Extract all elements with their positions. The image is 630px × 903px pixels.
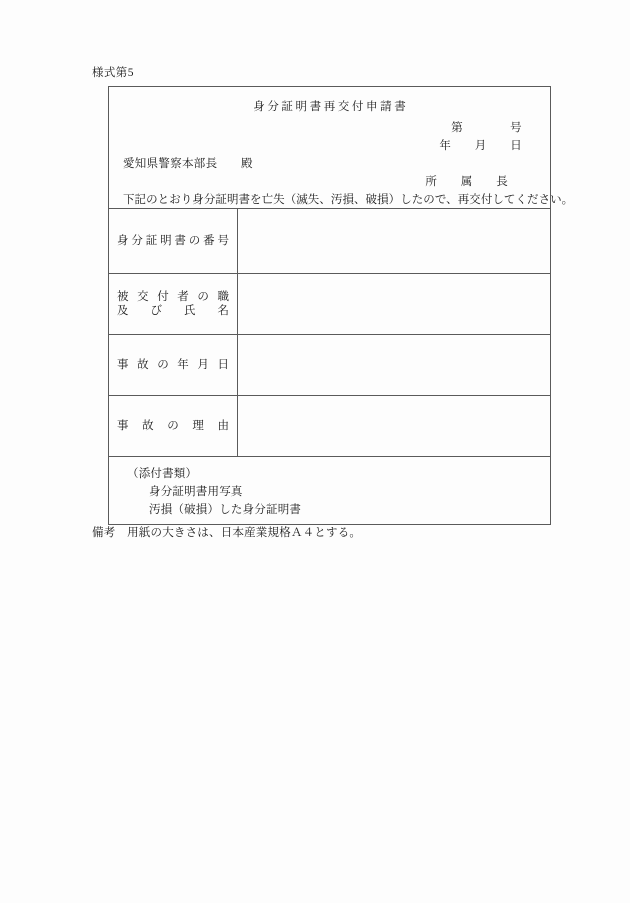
attachments-section bbox=[109, 456, 550, 524]
request-statement: 下記のとおり身分証明書を亡失（滅失、汚損、破損）したので、再交付してください。 bbox=[123, 194, 574, 206]
attachment-item: 汚損（破損）した身分証明書 bbox=[149, 503, 302, 516]
form-number-label: 様式第5 bbox=[92, 67, 134, 79]
row-value-incident-reason[interactable] bbox=[238, 396, 550, 456]
document-date-field[interactable]: 年 月 日 bbox=[439, 140, 522, 152]
row-label-text-line1: 被交付者の職 bbox=[117, 290, 229, 303]
row-label-certificate-number bbox=[109, 209, 238, 273]
row-label-text: 事故の年月日 bbox=[117, 358, 229, 371]
row-label-incident-date bbox=[109, 335, 238, 395]
document-number-field[interactable]: 第 号 bbox=[451, 122, 522, 134]
application-form bbox=[108, 86, 574, 525]
affiliation-chief-field[interactable]: 所 属 長 bbox=[425, 176, 508, 188]
row-value-holder-title-and-name[interactable] bbox=[238, 274, 550, 334]
table-row bbox=[109, 273, 550, 334]
row-label-holder-title-and-name bbox=[109, 274, 238, 334]
row-label-incident-reason bbox=[109, 396, 238, 456]
row-label-text-line2: 及び氏名 bbox=[117, 305, 229, 317]
table-row bbox=[109, 395, 550, 456]
row-value-incident-date[interactable] bbox=[238, 335, 550, 395]
attachment-item: 身分証明書用写真 bbox=[149, 485, 243, 498]
form-header bbox=[109, 87, 574, 208]
row-label-text: 事故の理由 bbox=[117, 419, 229, 432]
table-row bbox=[109, 334, 550, 395]
attachments-heading: （添付書類） bbox=[127, 468, 198, 480]
remarks-note: 備考 用紙の大きさは、日本産業規格Ａ４とする。 bbox=[92, 527, 362, 539]
row-value-certificate-number[interactable] bbox=[238, 209, 550, 273]
row-label-text: 身分証明書の番号 bbox=[117, 234, 229, 247]
table-row bbox=[109, 208, 550, 273]
page-title: 身分証明書再交付申請書 bbox=[253, 101, 409, 113]
addressee-label: 愛知県警察本部長 殿 bbox=[123, 158, 253, 170]
